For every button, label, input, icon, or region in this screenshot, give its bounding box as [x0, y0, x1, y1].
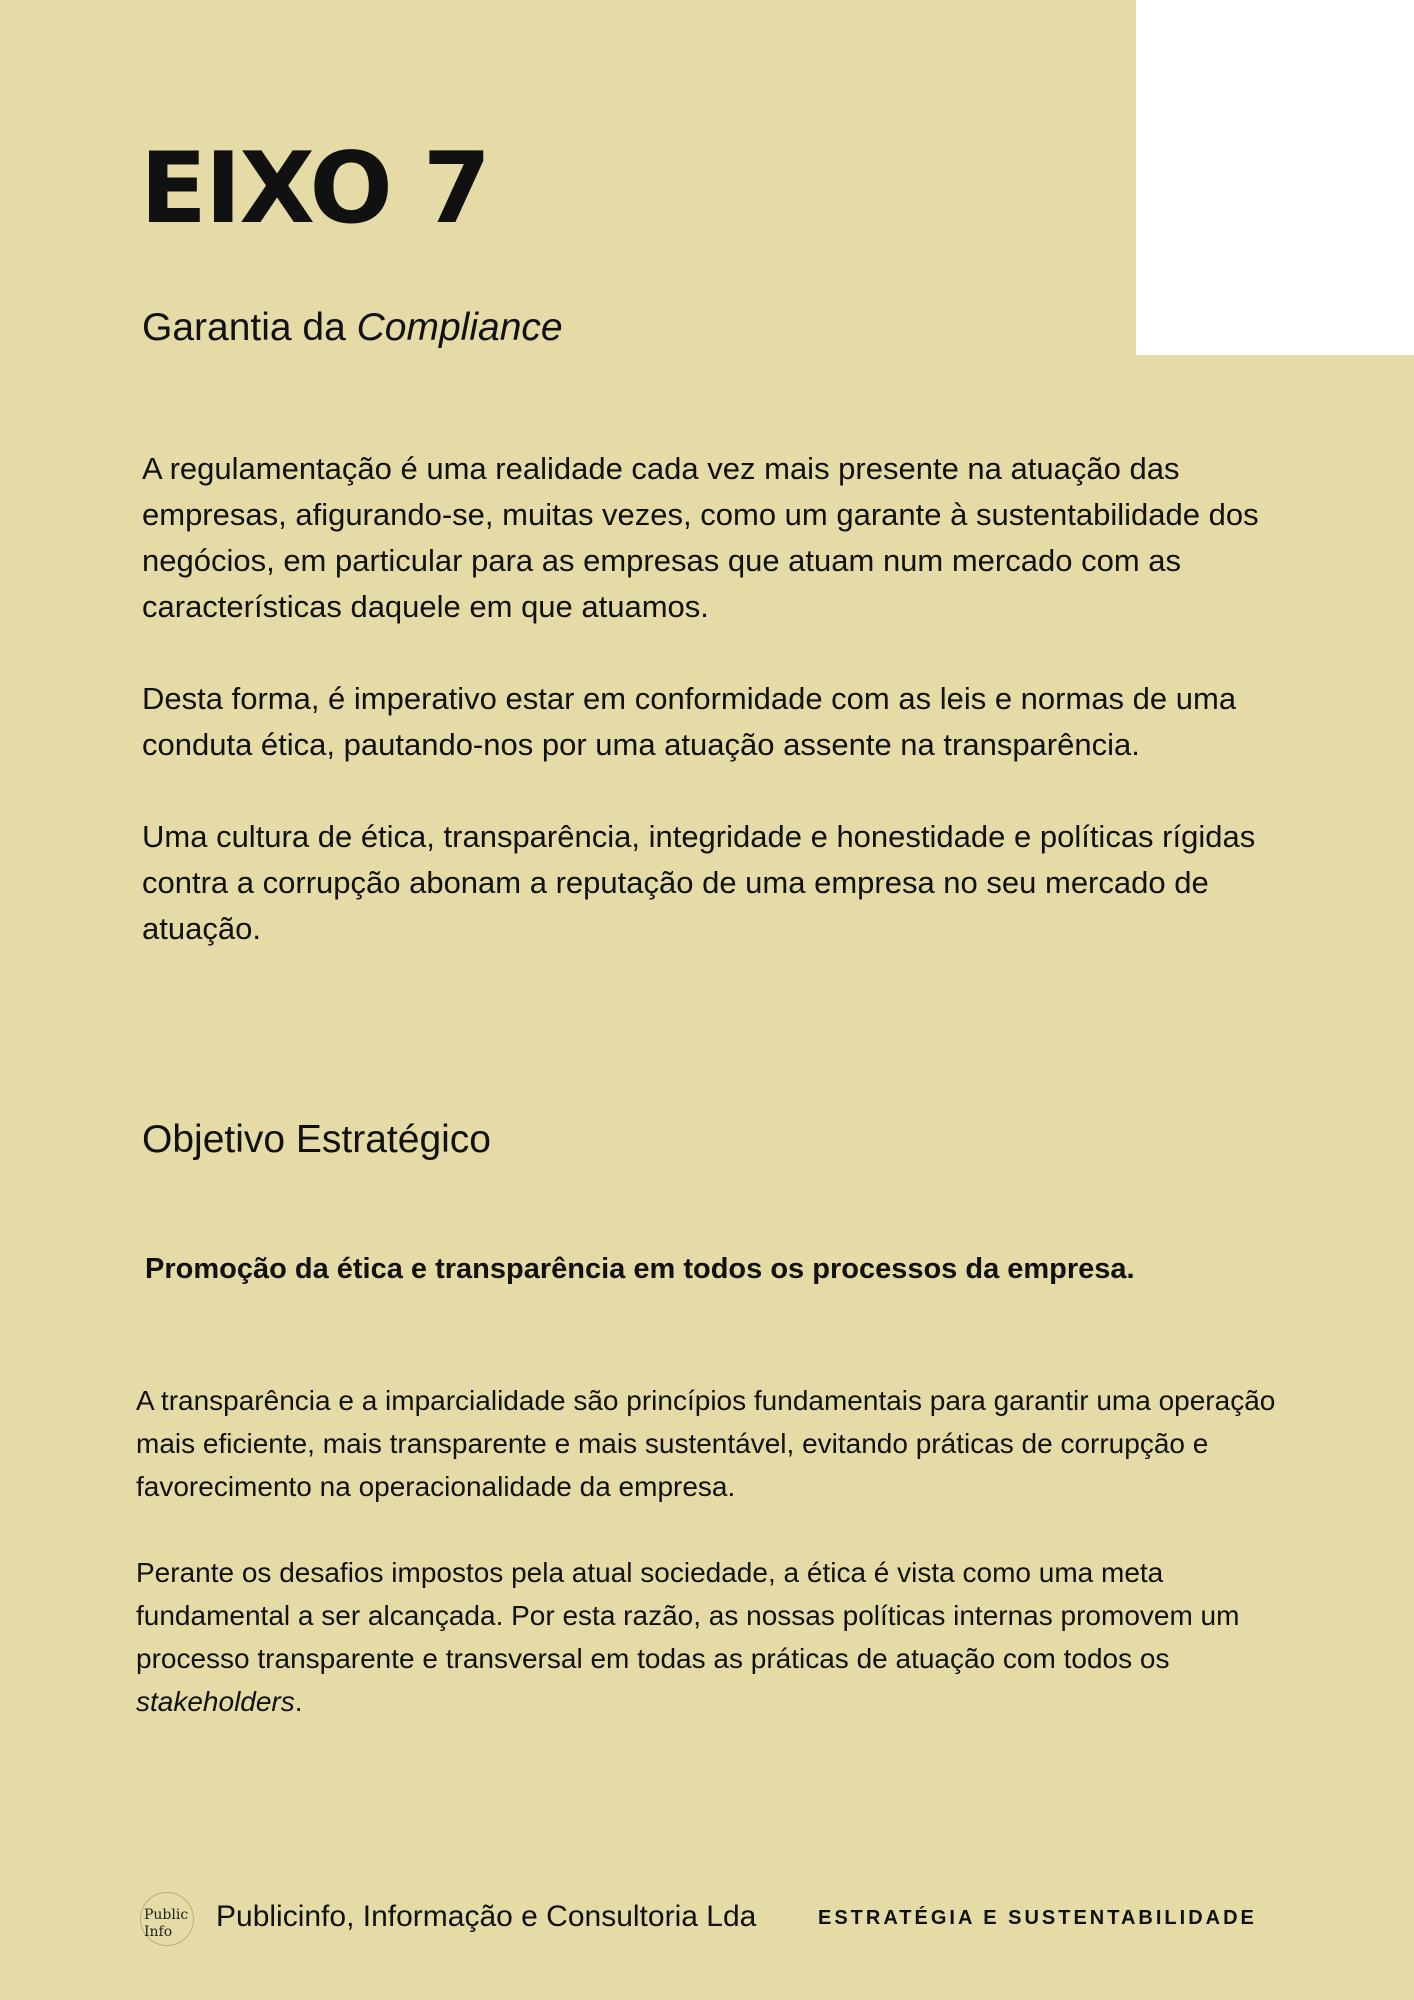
corner-white-block	[1136, 0, 1414, 355]
intro-section	[142, 446, 1292, 998]
page-title: EIXO 7	[140, 132, 490, 246]
strategy-objective: Promoção da ética e transparência em todos os processos da empresa.	[145, 1253, 1135, 1285]
intro-paragraph-1: A regulamentação é uma realidade cada vez mais presente na atuação das empresas, afigurando-se, muitas vezes, como um garante à sustentabilidade dos negócios, em particular para as empresas que atuam num mercado com as características daquele em que atuamos.	[142, 451, 1259, 624]
strategy-paragraph-2-end: .	[294, 1686, 303, 1717]
footer-company-name: Publicinfo, Informação e Consultoria Lda	[216, 1900, 757, 1933]
subtitle-emphasis: Compliance	[356, 306, 563, 349]
publicinfo-logo	[140, 1892, 194, 1946]
strategy-paragraph-2-main: Perante os desafios impostos pela atual sociedade, a ética é vista como uma meta fundamental a ser alcançada. Por esta razão, as nossas políticas internas promovem um processo transparente e transversal em todas as práticas de atuação com todos os	[136, 1557, 1240, 1674]
logo-line-1: Public	[144, 1907, 189, 1923]
strategy-paragraph-1: A transparência e a imparcialidade são princípios fundamentais para garantir uma operação mais eficiente, mais transparente e mais sustentável, evitando práticas de corrupção e favorecimento na operacionalidade da empresa.	[136, 1385, 1276, 1502]
page-subtitle	[142, 306, 563, 350]
strategy-body	[136, 1379, 1296, 1766]
footer-tagline: ESTRATÉGIA E SUSTENTABILIDADE	[818, 1907, 1257, 1929]
strategy-paragraph-2-emphasis: stakeholders	[136, 1686, 295, 1717]
intro-paragraph-2: Desta forma, é imperativo estar em conformidade com as leis e normas de uma conduta ética, pautando-nos por uma atuação assente na transparência.	[142, 681, 1237, 762]
strategy-heading: Objetivo Estratégico	[142, 1118, 492, 1161]
strategy-paragraph-2	[136, 1551, 1296, 1723]
subtitle-prefix: Garantia da	[142, 306, 357, 349]
intro-paragraph-3: Uma cultura de ética, transparência, integridade e honestidade e políticas rígidas contra a corrupção abonam a reputação de uma empresa no seu mercado de atuação.	[142, 819, 1256, 946]
logo-line-2: Info	[144, 1924, 173, 1940]
